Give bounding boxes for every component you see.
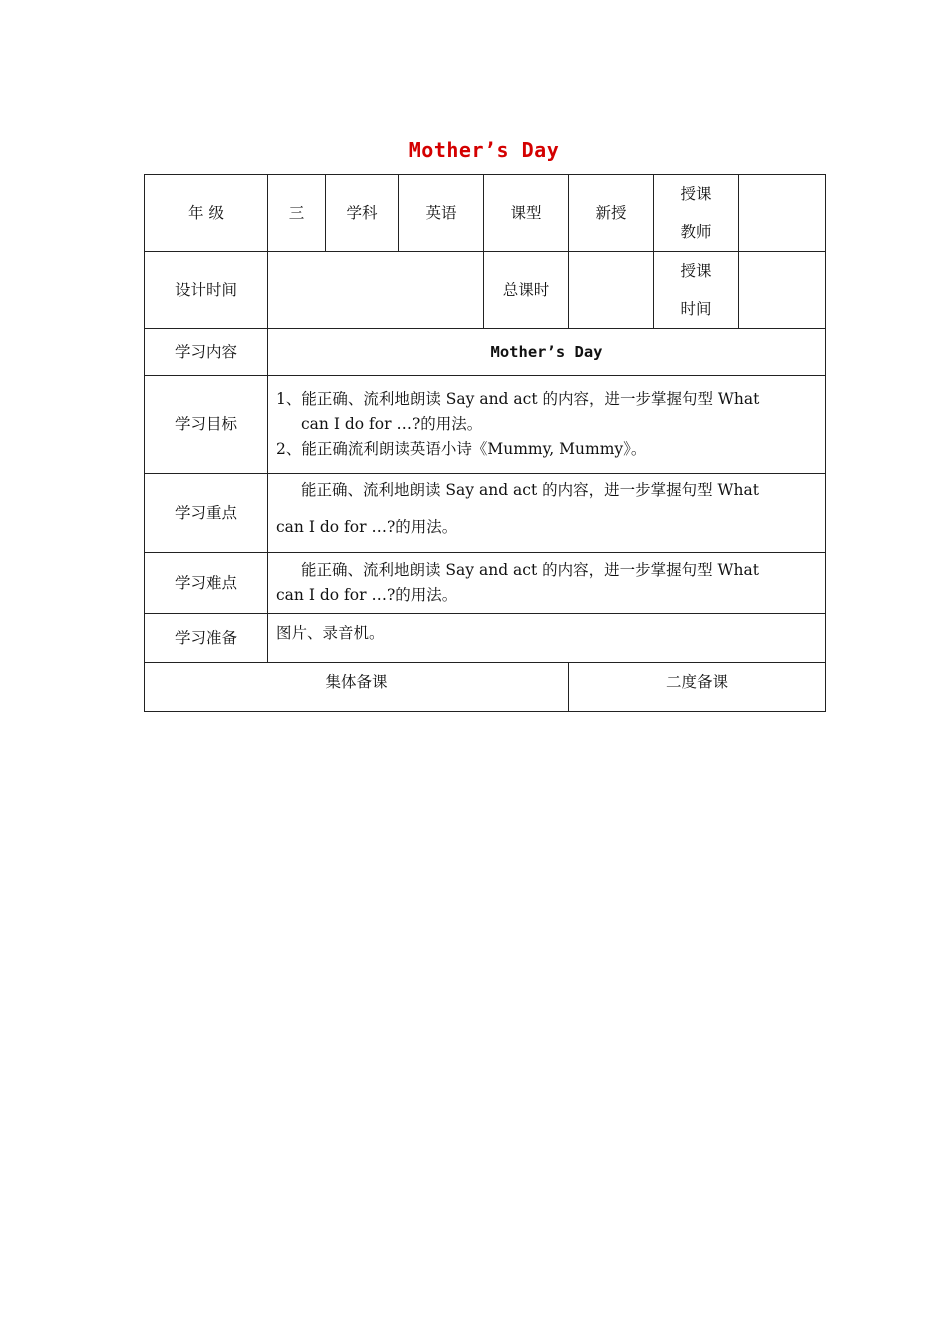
lesson-plan-table [144,174,826,712]
second-prep-label: 二度备课 [665,673,728,691]
goals-label: 学习目标 [145,376,268,474]
row-preparation [145,614,826,663]
row-lesson-prep-headers [145,663,826,712]
difficulty-line-b: can I do for …?的用法。 [276,586,458,604]
row-goals [145,376,826,474]
goal-2: 2、能正确流利朗读英语小诗《Mummy, Mummy》。 [276,440,647,458]
row-difficulty [145,553,826,614]
prep-label: 学习准备 [145,614,268,663]
row-content [145,329,826,376]
content-label: 学习内容 [145,329,268,376]
collective-prep-label: 集体备课 [325,673,388,691]
grade-label: 年 级 [145,175,268,252]
teacher-label-line1: 授课 [680,185,712,203]
prep-text: 图片、录音机。 [276,624,385,642]
row-grade [145,175,826,252]
subject-label: 学科 [326,175,399,252]
teacher-value [739,175,826,252]
goal-1-line-b: can I do for …?的用法。 [301,415,483,433]
key-line-b: can I do for …?的用法。 [276,518,458,536]
subject-value: 英语 [399,175,484,252]
difficulty-line-a: 能正确、流利地朗读 Say and act 的内容，进一步掌握句型 What [301,561,759,579]
collective-prep-header [145,663,569,712]
prep-value [268,614,826,663]
row-design-time [145,252,826,329]
teach-time-label-line2: 时间 [680,300,712,318]
total-hours-label: 总课时 [484,252,569,329]
row-key-points [145,474,826,553]
type-value: 新授 [569,175,654,252]
difficulty-content [268,553,826,614]
grade-value: 三 [268,175,326,252]
second-prep-header [569,663,826,712]
design-time-label: 设计时间 [145,252,268,329]
design-time-value [268,252,484,329]
content-value: Mother’s Day [268,329,826,376]
document-title: Mother’s Day [408,138,560,162]
teach-time-value [739,252,826,329]
key-label: 学习重点 [145,474,268,553]
teach-time-label-line1: 授课 [680,262,712,280]
type-label: 课型 [484,175,569,252]
difficulty-label: 学习难点 [145,553,268,614]
total-hours-value [569,252,654,329]
teach-time-label [654,252,739,329]
key-line-a: 能正确、流利地朗读 Say and act 的内容，进一步掌握句型 What [301,481,759,499]
teacher-label [654,175,739,252]
teacher-label-line2: 教师 [680,223,712,241]
key-content [268,474,826,553]
goals-content [268,376,826,474]
goal-1-line-a: 1、能正确、流利地朗读 Say and act 的内容，进一步掌握句型 What [276,390,760,408]
